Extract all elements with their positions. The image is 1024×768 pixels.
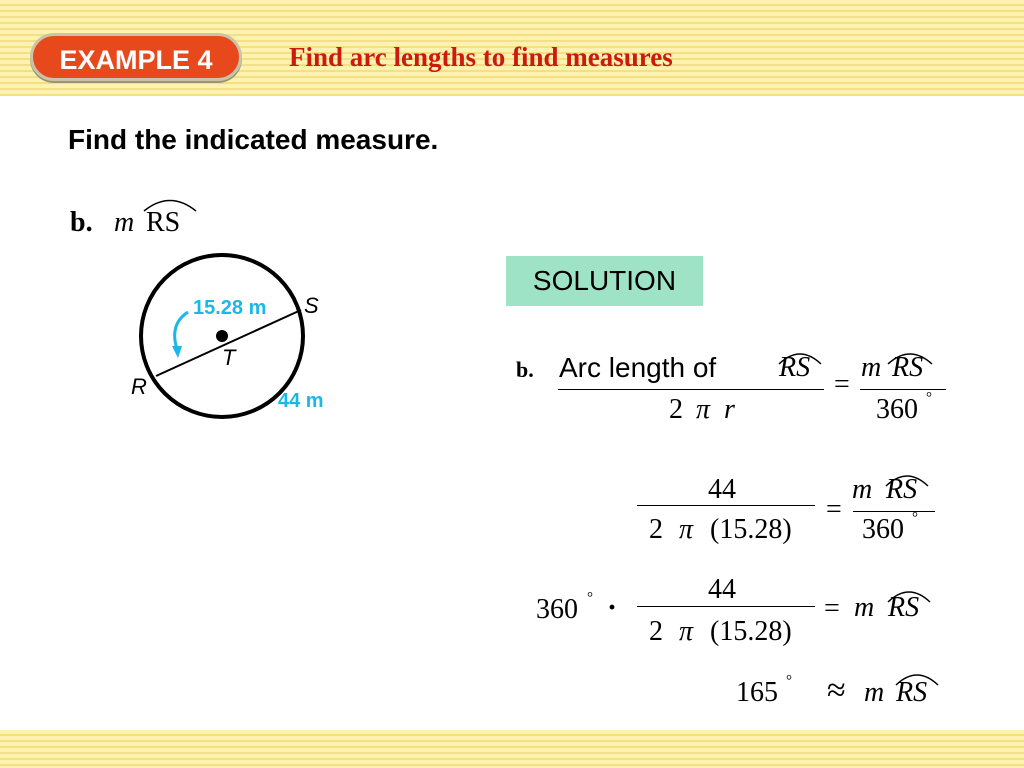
degree-symbol: °: [912, 510, 918, 526]
equals-sign: =: [834, 369, 850, 400]
fraction-denominator-two: 2: [649, 514, 663, 545]
point-s-label: S: [304, 293, 319, 318]
fraction-bar: [558, 389, 824, 390]
pi-symbol: π: [679, 616, 694, 647]
problem-prompt: Find the indicated measure.: [68, 124, 439, 155]
fraction-numerator-text: Arc length of: [559, 352, 717, 383]
result-value: 165: [736, 677, 778, 708]
multiplier-value: 360: [536, 594, 578, 625]
measure-m: m: [864, 677, 885, 708]
part-label: b.: [70, 207, 93, 238]
measure-m: m: [852, 474, 873, 505]
point-t-label: T: [222, 345, 236, 370]
arc-name: RS: [896, 677, 928, 708]
arc-name: RS: [779, 352, 811, 383]
center-point: [216, 330, 228, 342]
fraction-denominator: 360: [862, 514, 904, 545]
arc-name: RS: [888, 592, 920, 623]
fraction-bar: [637, 606, 815, 607]
measure-m: m: [861, 352, 882, 383]
fraction-bar: [860, 389, 946, 390]
approx-sign: ≈: [827, 672, 846, 709]
arc-mark: [144, 201, 196, 212]
pi-symbol: π: [679, 514, 694, 545]
page-title: Find arc lengths to find measures: [289, 42, 673, 72]
fraction-bar: [637, 505, 815, 506]
arc-name: RS: [892, 352, 924, 383]
multiplication-dot: ·: [607, 591, 618, 624]
equals-sign: =: [824, 593, 840, 624]
degree-symbol: °: [587, 590, 593, 606]
fraction-denominator-two: 2: [649, 616, 663, 647]
arc-name: RS: [146, 207, 181, 238]
fraction-denominator-value: (15.28): [710, 616, 792, 647]
fraction-bar: [853, 511, 935, 512]
arrow-head-icon: [172, 346, 182, 358]
degree-symbol: °: [926, 390, 932, 406]
arc-name: RS: [886, 474, 918, 505]
measure-m: m: [854, 592, 875, 623]
solution-badge: SOLUTION: [506, 256, 703, 306]
radius-variable: r: [724, 394, 735, 425]
fraction-numerator: 44: [708, 574, 736, 605]
example-badge: EXAMPLE 4: [30, 33, 242, 81]
equals-sign: =: [826, 494, 842, 525]
fraction-denominator-value: (15.28): [710, 514, 792, 545]
radius-label: 15.28 m: [193, 297, 267, 319]
fraction-denominator-two: 2: [669, 394, 683, 425]
pi-symbol: π: [696, 394, 711, 425]
arc-length-label: 44 m: [278, 390, 324, 412]
measure-m: m: [114, 207, 135, 238]
fraction-denominator: 360: [876, 394, 918, 425]
solution-part-label: b.: [516, 357, 534, 382]
degree-symbol: °: [786, 673, 792, 689]
fraction-numerator: 44: [708, 474, 736, 505]
point-r-label: R: [131, 374, 147, 399]
